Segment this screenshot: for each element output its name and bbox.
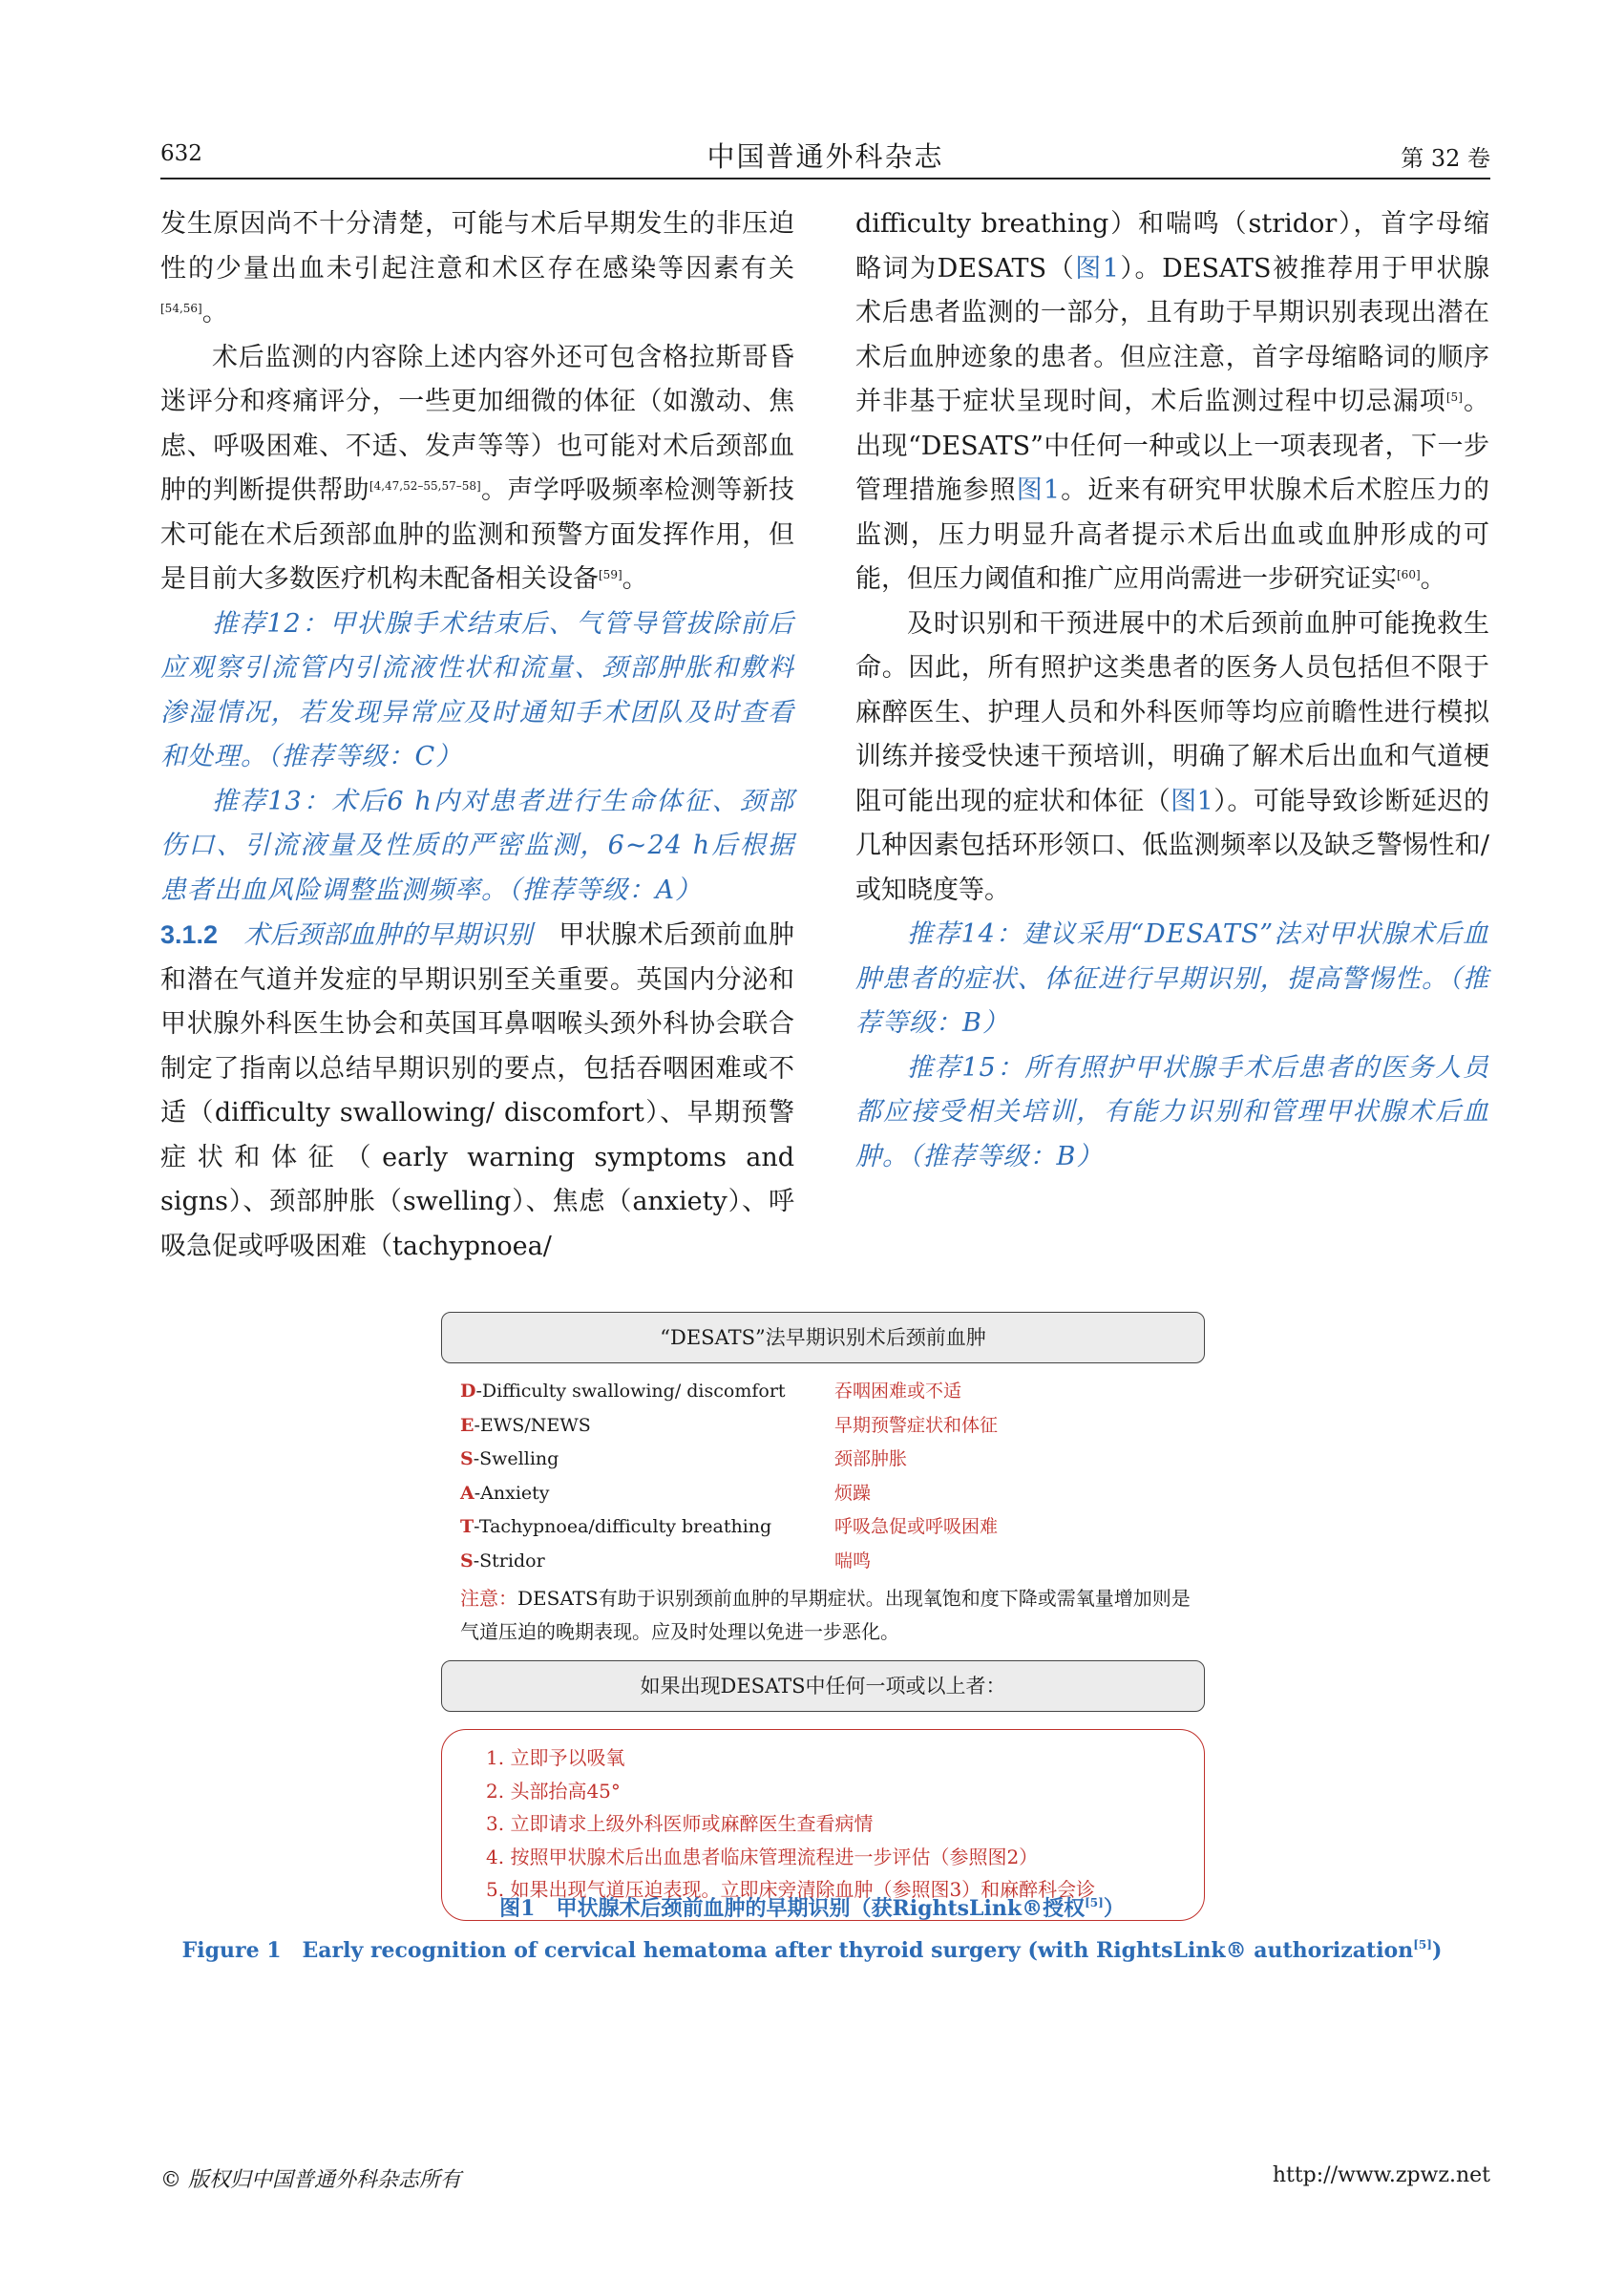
desats-row: S-Stridor 喘鸣 xyxy=(460,1550,872,1571)
desats-row: S-Swelling 颈部肿胀 xyxy=(460,1448,908,1469)
paragraph: 3.1.2 术后颈部血肿的早期识别 甲状腺术后颈前血肿和潜在气道并发症的早期识别至关重要。英国内分泌和甲状腺外科医生协会和英国耳鼻咽喉头颈外科协会联合制定了指南以总结早期识别的要点，包括吞咽困难或不适（difficulty swallowing/ discomfort）、早期预警症状和体征（early warning symptoms and signs）、颈部肿胀（swelling）、焦虑（anxiety）、呼吸急促或呼吸困难（tachypnoea/ xyxy=(160,920,795,1261)
action-step: 1. 立即予以吸氧 xyxy=(486,1746,625,1769)
citation[interactable]: [5] xyxy=(1445,390,1463,404)
citation[interactable]: [59] xyxy=(599,568,622,581)
desats-row: D-Difficulty swallowing/ discomfort 吞咽困难或不适 xyxy=(460,1381,962,1402)
section-title: 术后颈部血肿的早期识别 xyxy=(243,920,533,950)
action-step: 3. 立即请求上级外科医师或麻醉医生查看病情 xyxy=(486,1812,874,1835)
desats-letter: D xyxy=(460,1381,476,1402)
desats-letter: T xyxy=(460,1516,475,1537)
citation[interactable]: [60] xyxy=(1397,568,1421,581)
desats-row: E-EWS/NEWS 早期预警症状和体征 xyxy=(460,1414,999,1436)
journal-url-link[interactable]: http://www.zpwz.net xyxy=(1272,2163,1490,2187)
action-step: 4. 按照甲状腺术后出血患者临床管理流程进一步评估（参照图2） xyxy=(486,1845,1039,1868)
right-column xyxy=(855,202,1489,1179)
figure-1 xyxy=(441,1312,1205,1921)
recommendation-14: 推荐14：建议采用“DESATS”法对甲状腺术后血肿患者的症状、体征进行早期识别，提高警惕性。（推荐等级：B） xyxy=(855,919,1489,1038)
figure-note: 注意：DESATS有助于识别颈前血肿的早期症状。出现氧饱和度下降或需氧量增加则是气道压迫的晚期表现。应及时处理以免进一步恶化。 xyxy=(460,1587,1191,1643)
volume-label: 第 32 卷 xyxy=(1401,145,1490,172)
paragraph: 术后监测的内容除上述内容外还可包含格拉斯哥昏迷评分和疼痛评分，一些更加细微的体征（如激动、焦虑、呼吸困难、不适、发声等等）也可能对术后颈部血肿的判断提供帮助[4,47,52–55,57–58]。声学呼吸频率检测等新技术可能在术后颈部血肿的监测和预警方面发挥作用，但是目前大多数医疗机构未配备相关设备[59]。 xyxy=(160,342,795,594)
action-step: 2. 头部抬高45° xyxy=(486,1779,621,1803)
figure-link[interactable]: 图1 xyxy=(1075,253,1119,284)
desats-row: T-Tachypnoea/difficulty breathing 呼吸急促或呼吸困难 xyxy=(460,1516,999,1537)
desats-letter: S xyxy=(460,1550,474,1571)
journal-title: 中国普通外科杂志 xyxy=(707,140,944,173)
figure-link[interactable]: 图1 xyxy=(1171,786,1213,816)
recommendation-12: 推荐12：甲状腺手术结束后、气管导管拔除前后应观察引流管内引流液性状和流量、颈部肿胀和敷料渗湿情况，若发现异常应及时通知手术团队及时查看和处理。（推荐等级：C） xyxy=(160,608,794,771)
desats-letter: S xyxy=(460,1448,474,1469)
copyright-notice: © 版权归中国普通外科杂志所有 xyxy=(160,2168,461,2192)
desats-letter: A xyxy=(460,1482,475,1504)
paragraph: difficulty breathing）和喘鸣（stridor），首字母缩略词为DESATS（图1）。DESATS被推荐用于甲状腺术后患者监测的一部分，且有助于早期识别表现出潜在术后血肿迹象的患者。但应注意，首字母缩略词的顺序并非基于症状呈现时间，术后监测过程中切忌漏项[5]。出现“DESATS”中任何一种或以上一项表现者，下一步管理措施参照图1。近来有研究甲状腺术后术腔压力的监测，压力明显升高者提示术后出血或血肿形成的可能，但压力阈值和推广应用尚需进一步研究证实[60]。 xyxy=(855,209,1490,594)
desats-row: A-Anxiety 烦躁 xyxy=(460,1482,872,1504)
action-header-box: 如果出现DESATS中任何一项或以上者： xyxy=(441,1660,1205,1712)
figure-link[interactable]: 图1 xyxy=(1016,475,1061,505)
paragraph: 发生原因尚不十分清楚，可能与术后早期发生的非压迫性的少量出血未引起注意和术区存在感染等因素有关[54,56]。 xyxy=(160,209,794,327)
recommendation-13: 推荐13：术后6 h内对患者进行生命体征、颈部伤口、引流液量及性质的严密监测，6~24 h后根据患者出血风险调整监测频率。（推荐等级：A） xyxy=(160,786,794,905)
page-number: 632 xyxy=(160,141,202,166)
section-number: 3.1.2 xyxy=(160,920,219,949)
paragraph: 及时识别和干预进展中的术后颈前血肿可能挽救生命。因此，所有照护这类患者的医务人员包括但不限于麻醉医生、护理人员和外科医师等均应前瞻性进行模拟训练并接受快速干预培训，明确了解术后出血和气道梗阻可能出现的症状和体征（图1）。可能导致诊断延迟的几种因素包括环形领口、低监测频率以及缺乏警惕性和/或知晓度等。 xyxy=(855,608,1490,905)
left-column xyxy=(160,202,794,1269)
desats-list xyxy=(441,1375,1205,1578)
citation[interactable]: [54,56] xyxy=(160,302,202,315)
page-footer xyxy=(160,2163,1490,2192)
recommendation-15: 推荐15：所有照护甲状腺手术后患者的医务人员都应接受相关培训，有能力识别和管理甲状腺术后血肿。（推荐等级：B） xyxy=(855,1052,1489,1171)
figure-title-box: “DESATS”法早期识别术后颈前血肿 xyxy=(441,1312,1205,1363)
figure-caption-en: Figure 1 Early recognition of cervical hematoma after thyroid surgery (with RightsLink® authorization[5]) xyxy=(181,1938,1443,1963)
action-step: 5. 如果出现气道压迫表现。立即床旁清除血肿（参照图3）和麻醉科会诊 xyxy=(486,1878,1096,1901)
page-header xyxy=(160,136,1490,179)
desats-letter: E xyxy=(460,1414,475,1436)
citation[interactable]: [4,47,52–55,57–58] xyxy=(369,479,481,493)
figure-caption-zh: 图1 甲状腺术后颈前血肿的早期识别（获RightsLink®授权[5]） xyxy=(499,1896,1125,1921)
